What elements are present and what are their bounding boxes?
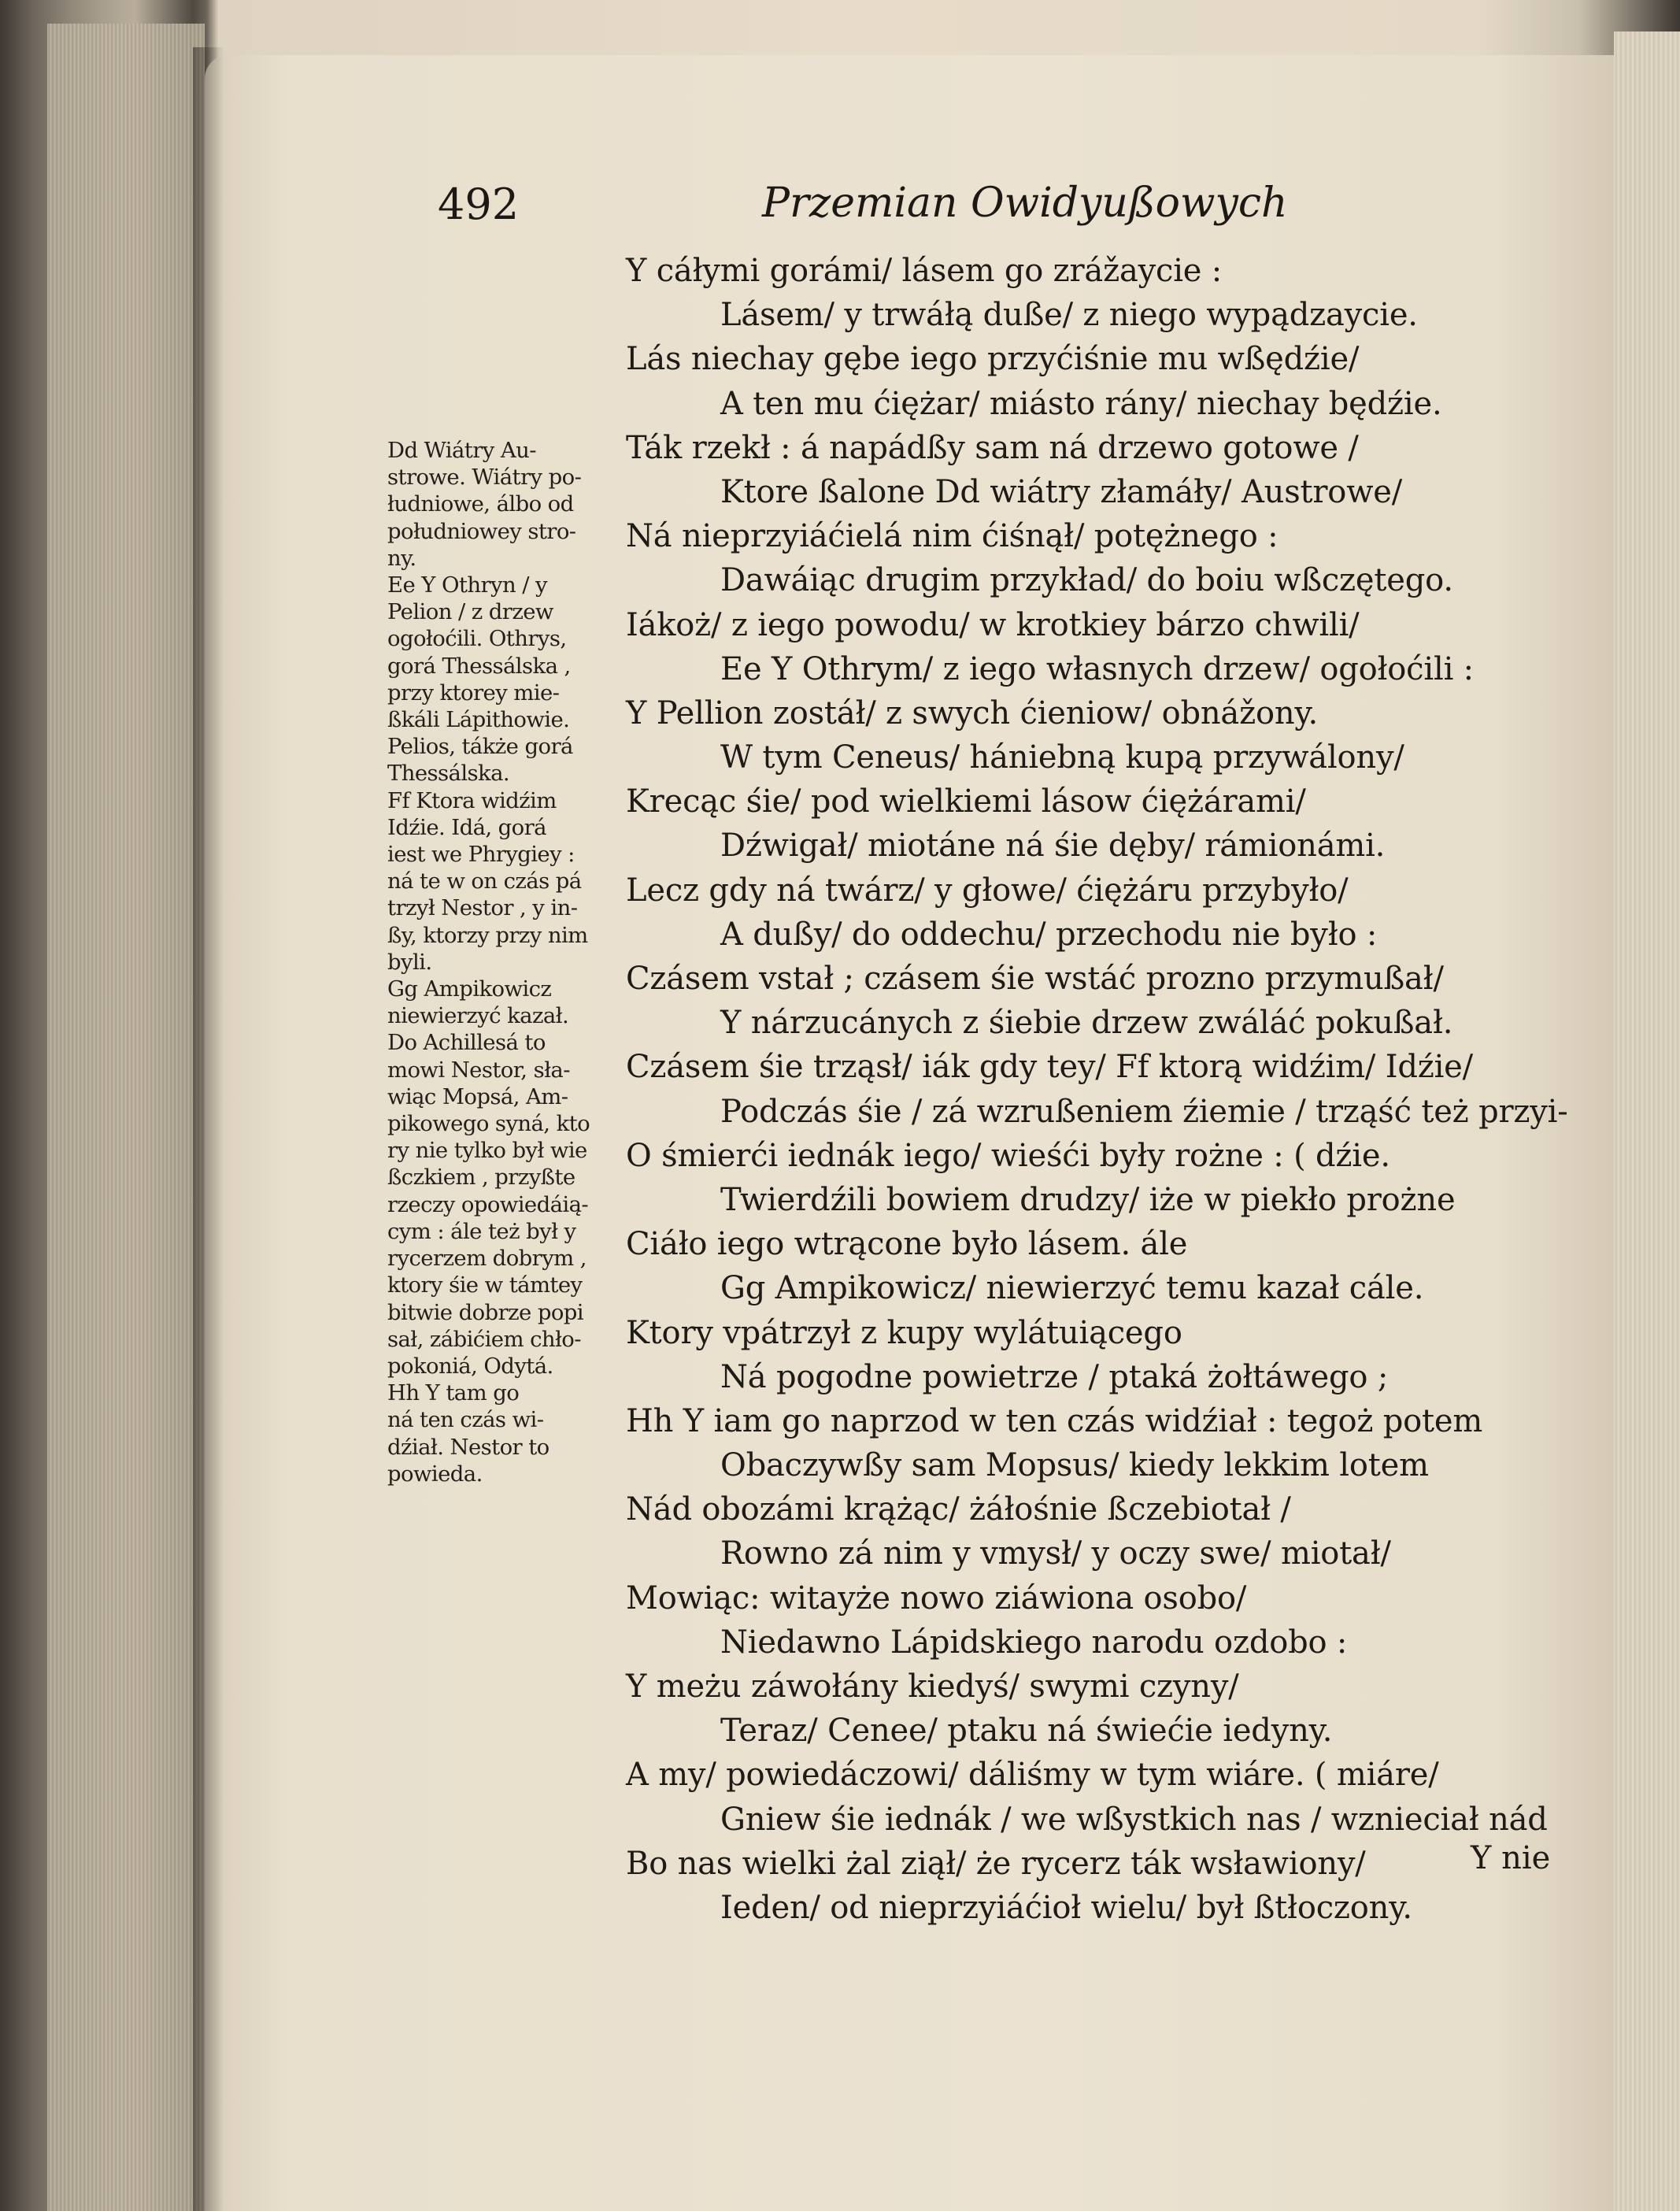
marginal-note-line: powieda. (387, 1461, 483, 1487)
marginal-note-line: trzył Nestor , y in- (387, 895, 578, 921)
marginal-note-line: ktory śie w támtey (387, 1272, 583, 1298)
marginal-note-line: Ff Ktora widźim (387, 787, 557, 813)
text-line: A ten mu ćiężar/ miásto rány/ niechay będźie. (720, 385, 1442, 422)
text-line: Y nárzucánych z śiebie drzew zwáláć pokußał. (720, 1005, 1453, 1042)
gutter-shadow (193, 47, 224, 2211)
fore-edge (1614, 31, 1680, 2211)
page-number: 492 (438, 180, 520, 229)
text-line: Lásem/ y trwáłą duße/ z niego wypądzaycie. (720, 297, 1418, 334)
marginal-note-line: Dd Wiátry Au- (387, 438, 536, 463)
marginal-note-line: rzeczy opowiedáią- (387, 1191, 589, 1217)
marginal-note-line: wiąc Mopsá, Am- (387, 1083, 568, 1109)
marginal-note-line: ny. (387, 545, 416, 571)
text-line: Ee Y Othrym/ z iego własnych drzew/ ogołoćili : (720, 650, 1474, 687)
text-line: Ciáło iego wtrącone było lásem. ále (626, 1226, 1188, 1263)
text-line: Krecąc śie/ pod wielkiemi lásow ćiężárami/ (626, 783, 1306, 820)
text-line: Gg Ampikowicz/ niewierzyć temu kazał cále. (720, 1270, 1424, 1307)
main-text (626, 249, 1571, 1930)
marginal-note-line: Hh Y tam go (387, 1380, 520, 1406)
text-line: Ieden/ od nieprzyiáćioł wielu/ był ßtłoczony. (720, 1889, 1412, 1926)
marginal-note-line: cym : ále też był y (387, 1218, 576, 1244)
text-line: Lecz gdy ná twárz/ y głowe/ ćiężáru przybyło/ (626, 872, 1349, 909)
text-line: Czásem vstał ; czásem śie wstáć prozno przymußał/ (626, 961, 1444, 997)
marginal-note-line: sał, zábićiem chło- (387, 1326, 581, 1352)
marginal-note-line: gorá Thessálska , (387, 653, 571, 679)
marginal-note-line: południowey stro- (387, 518, 576, 544)
marginal-note-line: ßczkiem , przyßte (387, 1165, 575, 1191)
text-line: Dawáiąc drugim przykład/ do boiu wßczętego. (720, 562, 1453, 599)
text-line: Rowno zá nim y vmysł/ y oczy swe/ miotał/ (720, 1535, 1391, 1572)
marginal-note-line: Do Achillesá to (387, 1030, 546, 1056)
text-line: Teraz/ Cenee/ ptaku ná świećie iedyny. (720, 1713, 1333, 1750)
marginal-note-line: strowe. Wiátry po- (387, 465, 582, 491)
text-line: Y Pellion zostáł/ z swych ćieniow/ obnážony. (626, 694, 1318, 731)
catchword: Y nie (1471, 1840, 1551, 1876)
text-line: Y meżu záwołány kiedyś/ swymi czyny/ (626, 1668, 1239, 1705)
marginal-note-line: byli. (387, 949, 432, 975)
marginal-note-line: dźiał. Nestor to (387, 1434, 550, 1460)
marginal-note-line: ná ten czás wi- (387, 1407, 544, 1433)
text-line: Niedawno Lápidskiego narodu ozdobo : (720, 1624, 1348, 1661)
text-line: Bo nas wielki żal ziął/ że rycerz ták wsławiony/ (626, 1845, 1366, 1882)
text-line: O śmierći iednák iego/ wieśći były rożne : ( dźie. (626, 1137, 1390, 1174)
text-line: Czásem śie trząsł/ iák gdy tey/ Ff ktorą widźim/ Idźie/ (626, 1049, 1473, 1086)
marginal-note-line: Pelion / z drzew (387, 599, 553, 625)
text-line: Ná nieprzyiáćielá nim ćiśnął/ potężnego : (626, 518, 1279, 555)
marginal-note-line: pikowego syná, kto (387, 1111, 590, 1137)
text-line: Twierdźili bowiem drudzy/ iże w piekło prożne (720, 1181, 1456, 1218)
marginal-note-line: przy ktorey mie- (387, 680, 560, 706)
marginal-notes (387, 437, 616, 1487)
marginal-note-line: ná te w on czás pá (387, 868, 582, 894)
marginal-note-line: mowi Nestor, sła- (387, 1057, 570, 1083)
text-line: Ktore ßalone Dd wiátry złamáły/ Austrowe/ (720, 473, 1402, 510)
text-line: Y cáłymi gorámi/ lásem go zrážaycie : (626, 253, 1223, 289)
text-line: W tym Ceneus/ hániebną kupą przywálony/ (720, 739, 1404, 776)
text-line: Mowiąc: witayże nowo ziáwiona osobo/ (626, 1580, 1247, 1617)
text-line: Lás niechay gębe iego przyćiśnie mu wßędźie/ (626, 341, 1360, 378)
marginal-note-line: pokoniá, Odytá. (387, 1353, 553, 1379)
text-line: A my/ powiedáczowi/ dáliśmy w tym wiáre. ( miáre/ (626, 1757, 1439, 1794)
text-line: Podczás śie / zá wzrußeniem źiemie / trząść też przyi- (720, 1093, 1568, 1130)
marginal-note-line: ßy, ktorzy przy nim (387, 922, 588, 948)
marginal-note-line: Ee Y Othryn / y (387, 572, 547, 598)
marginal-note-line: ßkáli Lápithowie. (387, 707, 570, 733)
text-line: Ná pogodne powietrze / ptaká żołtáwego ; (720, 1358, 1389, 1395)
marginal-note-line: rycerzem dobrym , (387, 1246, 587, 1272)
text-line: A dußy/ do oddechu/ przechodu nie było : (720, 916, 1378, 953)
marginal-note-line: Gg Ampikowicz (387, 976, 552, 1002)
marginal-note-line: ry nie tylko był wie (387, 1138, 587, 1164)
text-line: Ták rzekł : á napádßy sam ná drzewo gotowe / (626, 429, 1359, 466)
left-page-stack (47, 24, 205, 2211)
text-line: Ktory vpátrzył z kupy wylátuiącego (626, 1314, 1182, 1351)
marginal-note-line: Idźie. Idá, gorá (387, 814, 546, 840)
marginal-note-line: Thessálska. (387, 761, 510, 787)
marginal-note-line: iest we Phrygiey : (387, 842, 575, 868)
marginal-note-line: ogołoćili. Othrys, (387, 626, 567, 652)
marginal-note-line: bitwie dobrze popi (387, 1299, 583, 1325)
text-line: Obaczywßy sam Mopsus/ kiedy lekkim lotem (720, 1447, 1429, 1484)
text-line: Nád obozámi krążąc/ żáłośnie ßczebiotał / (626, 1491, 1291, 1528)
running-head: Przemian Owidyußowych (762, 180, 1288, 227)
text-line: Iákoż/ z iego powodu/ w krotkiey bárzo chwili/ (626, 606, 1360, 643)
marginal-note-line: niewierzyć kazał. (387, 1003, 569, 1029)
text-line: Dźwigał/ miotáne ná śie dęby/ rámionámi. (720, 828, 1386, 865)
text-line: Gniew śie iednák / we wßystkich nas / wznieciał nád (720, 1801, 1548, 1838)
marginal-note-line: łudniowe, álbo od (387, 491, 574, 517)
text-line: Hh Y iam go naprzod w ten czás widźiał : tegoż potem (626, 1402, 1483, 1439)
marginal-note-line: Pelios, tákże gorá (387, 734, 573, 760)
